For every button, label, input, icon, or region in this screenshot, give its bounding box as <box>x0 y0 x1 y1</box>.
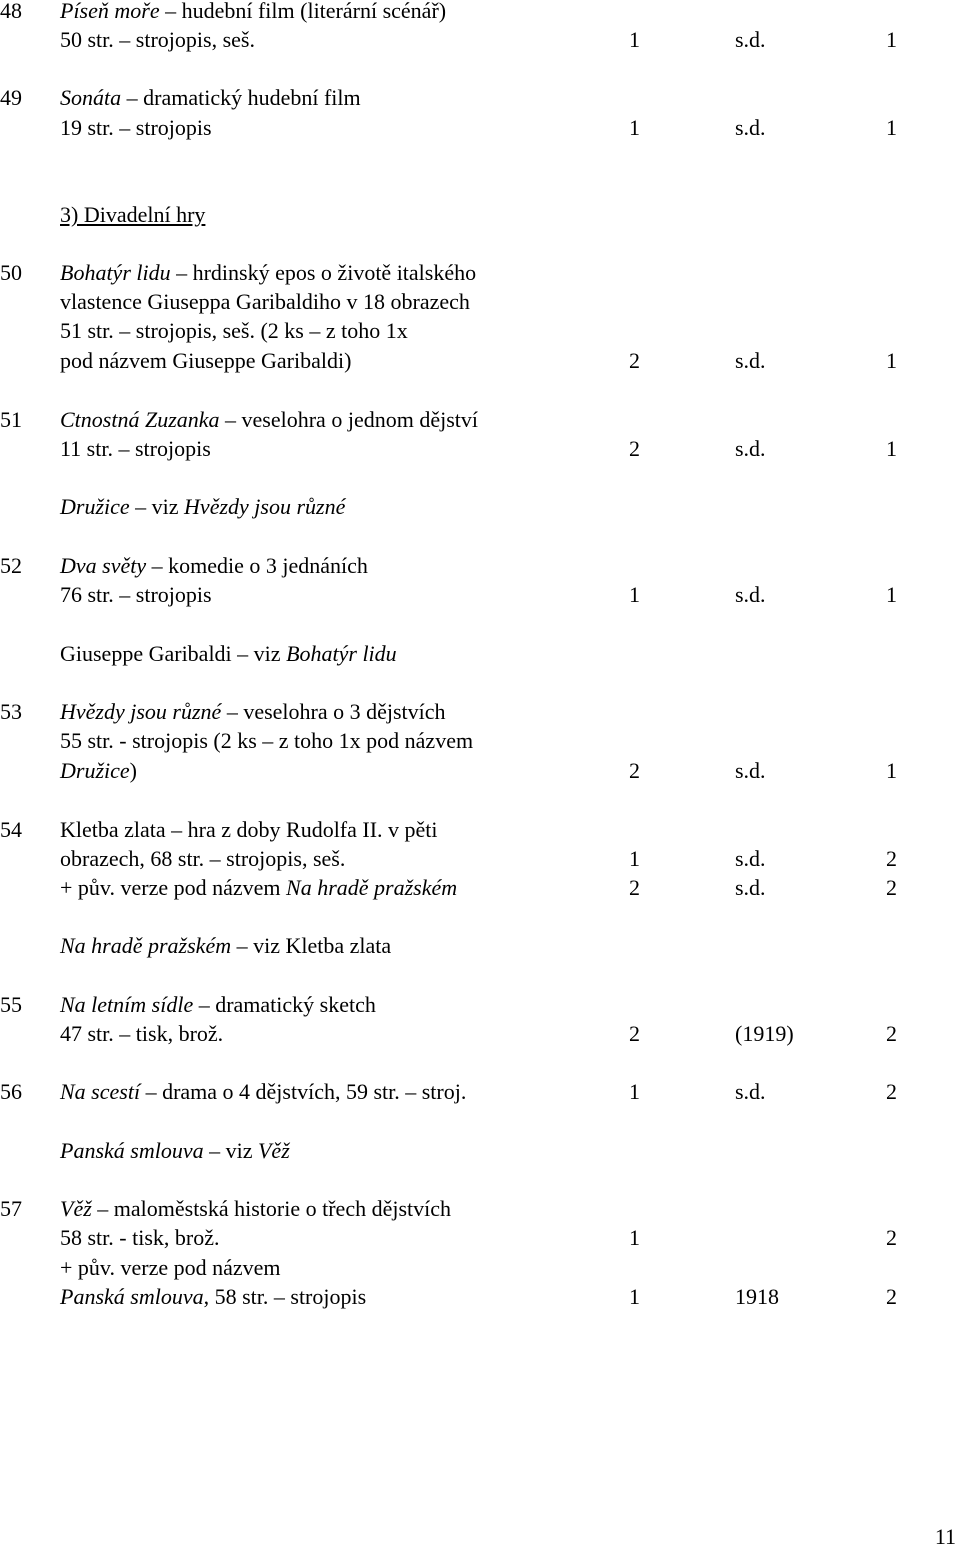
entry-title: Dva světy <box>60 553 147 578</box>
entry-date: s.d. <box>735 27 766 52</box>
entry-date: s.d. <box>735 758 766 783</box>
entry-title: Ctnostná Zuzanka <box>60 407 220 432</box>
entry-quantity: 1 <box>629 115 640 140</box>
cross-reference-line <box>0 931 960 961</box>
entry-description: – hrdinský epos o životě italského <box>170 260 477 285</box>
entry-line <box>0 1019 960 1049</box>
entry-italic-text: Panská smlouva <box>60 1284 204 1309</box>
entry-number: 55 <box>0 992 22 1017</box>
entry-line <box>0 1282 960 1312</box>
entry-line <box>0 990 960 1020</box>
entry-date: 1918 <box>735 1284 779 1309</box>
entry-description: – veselohra o jednom dějství <box>219 407 478 432</box>
entry-line <box>0 1223 960 1253</box>
entry-quantity: 2 <box>629 436 640 461</box>
section-heading: 3) Divadelní hry <box>60 202 206 227</box>
reference-text: – viz Kletba zlata <box>231 933 392 958</box>
entry-date: (1919) <box>735 1021 794 1046</box>
reference-title: Giuseppe Garibaldi <box>60 641 232 666</box>
page-number: 11 <box>934 1524 956 1549</box>
reference-target: Hvězdy jsou různé <box>184 494 346 519</box>
entry-title: Sonáta <box>60 85 122 110</box>
entry-date: s.d. <box>735 846 766 871</box>
cross-reference-line <box>0 639 960 669</box>
entry-quantity: 2 <box>629 348 640 373</box>
entry-text <box>60 551 368 581</box>
entry-count: 2 <box>886 846 897 871</box>
entry-number: 50 <box>0 260 22 285</box>
entry-count: 2 <box>886 1021 897 1046</box>
entry-date: s.d. <box>735 875 766 900</box>
entry-line <box>0 726 960 756</box>
entry-description: – dramatický hudební film <box>121 85 361 110</box>
entry-line <box>0 316 960 346</box>
entry-count: 1 <box>886 758 897 783</box>
entry-text <box>60 1077 466 1107</box>
entry-text: obrazech, 68 str. – strojopis, seš. <box>60 846 346 871</box>
entry-quantity: 2 <box>629 1021 640 1046</box>
cross-reference <box>60 931 391 961</box>
entry-number: 48 <box>0 0 22 23</box>
entry-line <box>0 83 960 113</box>
entry-line <box>0 0 960 26</box>
entry-text: 19 str. – strojopis <box>60 115 212 140</box>
entry-description: – komedie o 3 jednáních <box>146 553 368 578</box>
reference-title: Družice <box>60 494 130 519</box>
entry-number: 56 <box>0 1079 22 1104</box>
entry-text <box>60 873 457 903</box>
entry-text: 50 str. – strojopis, seš. <box>60 27 255 52</box>
entry-date: s.d. <box>735 348 766 373</box>
reference-title: Na hradě pražském <box>60 933 232 958</box>
reference-text: – viz <box>129 494 185 519</box>
entry-text <box>60 83 361 113</box>
entry-title: Věž <box>60 1196 92 1221</box>
entry-italic-text: Družice <box>60 758 130 783</box>
entry-date: s.d. <box>735 1079 766 1104</box>
entry-text <box>60 1282 366 1312</box>
entry-text: 76 str. – strojopis <box>60 582 212 607</box>
entry-text: 51 str. – strojopis, seš. (2 ks – z toho 1x <box>60 318 408 343</box>
entry-description: – dramatický sketch <box>193 992 376 1017</box>
entry-count: 1 <box>886 582 897 607</box>
entry-title: Bohatýr lidu <box>60 260 171 285</box>
entry-text <box>60 990 376 1020</box>
reference-title: Panská smlouva <box>60 1138 204 1163</box>
entry-title: Píseň moře <box>60 0 160 23</box>
entry-text <box>60 258 476 288</box>
entry-line <box>0 287 960 317</box>
entry-line <box>0 756 960 786</box>
entry-count: 2 <box>886 1225 897 1250</box>
entry-count: 2 <box>886 875 897 900</box>
entry-line <box>0 258 960 288</box>
entry-date: s.d. <box>735 436 766 461</box>
cross-reference-line <box>0 1136 960 1166</box>
cross-reference-line <box>0 492 960 522</box>
entry-count: 2 <box>886 1284 897 1309</box>
entry-number: 49 <box>0 85 22 110</box>
entry-tail-text: , 58 str. – strojopis <box>203 1284 367 1309</box>
entry-text: 47 str. – tisk, brož. <box>60 1021 224 1046</box>
entry-count: 1 <box>886 27 897 52</box>
entry-number: 54 <box>0 817 22 842</box>
cross-reference <box>60 1136 290 1166</box>
entry-text: 55 str. - strojopis (2 ks – z toho 1x pod názvem <box>60 728 474 753</box>
entry-quantity: 2 <box>629 875 640 900</box>
entry-line <box>0 113 960 143</box>
entry-line <box>0 873 960 903</box>
entry-description: – drama o 4 dějstvích, 59 str. – stroj. <box>140 1079 467 1104</box>
entry-line <box>0 1077 960 1107</box>
entry-line <box>0 1253 960 1283</box>
entry-line <box>0 1194 960 1224</box>
entry-description: – hudební film (literární scénář) <box>159 0 447 23</box>
entry-line <box>0 815 960 845</box>
entry-number: 57 <box>0 1196 22 1221</box>
entry-number: 53 <box>0 699 22 724</box>
entry-text <box>60 756 137 786</box>
entry-prefix-text: + pův. verze pod názvem <box>60 875 287 900</box>
entry-date: s.d. <box>735 582 766 607</box>
entry-text: + pův. verze pod názvem <box>60 1255 281 1280</box>
reference-text: – viz <box>203 1138 258 1163</box>
entry-number: 52 <box>0 553 22 578</box>
entry-count: 2 <box>886 1079 897 1104</box>
entry-count: 1 <box>886 348 897 373</box>
entry-line <box>0 697 960 727</box>
entry-text: 11 str. – strojopis <box>60 436 211 461</box>
reference-target: Věž <box>257 1138 290 1163</box>
entry-line <box>0 551 960 581</box>
reference-text: – viz <box>231 641 287 666</box>
entry-line <box>0 844 960 874</box>
entry-count: 1 <box>886 436 897 461</box>
entry-description: – maloměstská historie o třech dějstvích <box>91 1196 452 1221</box>
entry-line <box>0 405 960 435</box>
entry-line <box>0 434 960 464</box>
entry-number: 51 <box>0 407 22 432</box>
entry-count: 1 <box>886 115 897 140</box>
entry-text: vlastence Giuseppa Garibaldiho v 18 obrazech <box>60 289 470 314</box>
cross-reference <box>60 492 345 522</box>
entry-text <box>60 697 446 727</box>
entry-line <box>0 346 960 376</box>
entry-quantity: 1 <box>629 1079 640 1104</box>
entry-text <box>60 0 446 26</box>
entry-text <box>60 405 478 435</box>
reference-target: Bohatýr lidu <box>286 641 397 666</box>
entry-tail-text: ) <box>129 758 137 783</box>
entry-description: – veselohra o 3 dějstvích <box>221 699 446 724</box>
entry-text: Kletba zlata – hra z doby Rudolfa II. v pěti <box>60 817 438 842</box>
entry-line <box>0 580 960 610</box>
entry-title: Na letním sídle <box>60 992 194 1017</box>
entry-title: Hvězdy jsou různé <box>60 699 222 724</box>
entry-title: Na scestí <box>60 1079 141 1104</box>
entry-line <box>0 25 960 55</box>
section-heading-line <box>0 200 960 230</box>
entry-text <box>60 1194 451 1224</box>
entry-date: s.d. <box>735 115 766 140</box>
entry-text: 58 str. - tisk, brož. <box>60 1225 220 1250</box>
entry-quantity: 1 <box>629 846 640 871</box>
entry-quantity: 1 <box>629 582 640 607</box>
entry-quantity: 1 <box>629 1284 640 1309</box>
entry-quantity: 1 <box>629 27 640 52</box>
cross-reference <box>60 639 397 669</box>
entry-italic-text: Na hradě pražském <box>286 875 458 900</box>
entry-quantity: 2 <box>629 758 640 783</box>
entry-text: pod názvem Giuseppe Garibaldi) <box>60 348 352 373</box>
entry-quantity: 1 <box>629 1225 640 1250</box>
